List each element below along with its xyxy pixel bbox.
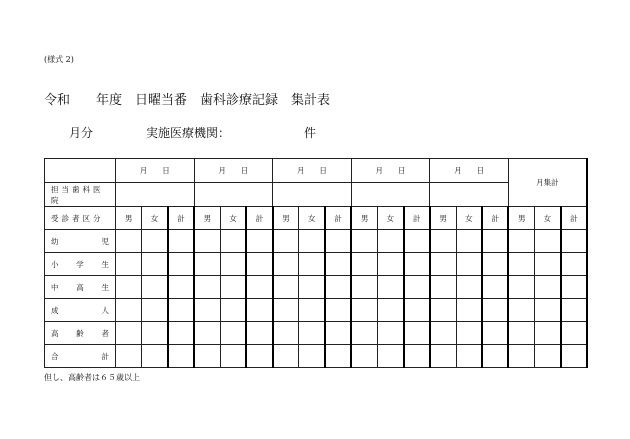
entry-cell[interactable] bbox=[168, 230, 194, 253]
entry-cell[interactable] bbox=[246, 322, 272, 345]
entry-cell[interactable] bbox=[325, 230, 351, 253]
row-label-chars bbox=[51, 259, 109, 270]
corner-cell bbox=[45, 159, 116, 183]
entry-cell[interactable] bbox=[456, 253, 482, 276]
male-header: 男 bbox=[351, 207, 377, 230]
entry-cell[interactable] bbox=[456, 322, 482, 345]
row-label-char: 成 bbox=[51, 305, 59, 315]
row-label-char: 中 bbox=[51, 282, 59, 292]
entry-cell[interactable] bbox=[142, 276, 168, 299]
entry-cell[interactable] bbox=[404, 345, 430, 368]
tally-table bbox=[44, 158, 588, 368]
row-label-char: 計 bbox=[101, 351, 109, 361]
row-label bbox=[45, 322, 116, 345]
entry-cell[interactable] bbox=[142, 230, 168, 253]
entry-cell[interactable] bbox=[325, 299, 351, 322]
entry-cell[interactable] bbox=[325, 276, 351, 299]
entry-cell[interactable] bbox=[220, 345, 246, 368]
date-header-row bbox=[45, 159, 587, 183]
entry-cell[interactable] bbox=[351, 345, 377, 368]
entry-cell[interactable] bbox=[299, 322, 325, 345]
date-header-cell: 月 日 bbox=[273, 159, 352, 183]
entry-cell[interactable] bbox=[142, 322, 168, 345]
date-header-cell: 月 日 bbox=[351, 159, 430, 183]
entry-cell[interactable] bbox=[273, 276, 299, 299]
hospital-name-cell[interactable] bbox=[273, 183, 352, 207]
male-header: 男 bbox=[273, 207, 299, 230]
female-header: 女 bbox=[142, 207, 168, 230]
entry-cell[interactable] bbox=[273, 345, 299, 368]
entry-cell[interactable] bbox=[142, 345, 168, 368]
hospital-name-cell[interactable] bbox=[194, 183, 273, 207]
total-header: 計 bbox=[168, 207, 194, 230]
row-label bbox=[45, 276, 116, 299]
date-header-cell: 月 日 bbox=[116, 159, 195, 183]
month-label: 月分 bbox=[69, 126, 94, 140]
entry-cell[interactable] bbox=[561, 253, 587, 276]
entry-cell[interactable] bbox=[482, 345, 508, 368]
entry-cell[interactable] bbox=[351, 253, 377, 276]
entry-cell[interactable] bbox=[482, 299, 508, 322]
entry-cell[interactable] bbox=[116, 253, 142, 276]
male-header: 男 bbox=[194, 207, 220, 230]
entry-cell[interactable] bbox=[273, 299, 299, 322]
entry-cell[interactable] bbox=[456, 230, 482, 253]
row-label-char: 学 bbox=[76, 259, 84, 269]
male-header: 男 bbox=[116, 207, 142, 230]
female-header: 女 bbox=[220, 207, 246, 230]
entry-cell[interactable] bbox=[377, 276, 403, 299]
entry-cell[interactable] bbox=[561, 345, 587, 368]
entry-cell[interactable] bbox=[430, 299, 456, 322]
entry-cell[interactable] bbox=[299, 299, 325, 322]
entry-cell[interactable] bbox=[168, 299, 194, 322]
entry-cell[interactable] bbox=[430, 276, 456, 299]
entry-cell[interactable] bbox=[456, 299, 482, 322]
entry-cell[interactable] bbox=[299, 253, 325, 276]
entry-cell[interactable] bbox=[325, 345, 351, 368]
male-header: 男 bbox=[430, 207, 456, 230]
total-header: 計 bbox=[404, 207, 430, 230]
row-label-char: 齢 bbox=[76, 328, 84, 338]
row-label bbox=[45, 253, 116, 276]
entry-cell[interactable] bbox=[535, 253, 561, 276]
entry-cell[interactable] bbox=[404, 276, 430, 299]
entry-cell[interactable] bbox=[220, 253, 246, 276]
female-header: 女 bbox=[535, 207, 561, 230]
entry-cell[interactable] bbox=[142, 253, 168, 276]
row-label-char: 幼 bbox=[51, 236, 59, 246]
row-label bbox=[45, 345, 116, 368]
entry-cell[interactable] bbox=[377, 299, 403, 322]
entry-cell[interactable] bbox=[116, 230, 142, 253]
hospital-name-cell[interactable] bbox=[116, 183, 195, 207]
female-header: 女 bbox=[299, 207, 325, 230]
hospital-row bbox=[45, 183, 587, 207]
entry-cell[interactable] bbox=[430, 345, 456, 368]
row-label-char: 高 bbox=[51, 328, 59, 338]
total-header: 計 bbox=[325, 207, 351, 230]
entry-cell[interactable] bbox=[508, 322, 534, 345]
entry-cell[interactable] bbox=[273, 253, 299, 276]
row-label-chars bbox=[51, 282, 109, 293]
entry-cell[interactable] bbox=[561, 230, 587, 253]
row-label-char: 高 bbox=[76, 282, 84, 292]
entry-cell[interactable] bbox=[351, 276, 377, 299]
entry-cell[interactable] bbox=[168, 345, 194, 368]
entry-cell[interactable] bbox=[508, 345, 534, 368]
entry-cell[interactable] bbox=[482, 322, 508, 345]
entry-cell[interactable] bbox=[246, 230, 272, 253]
entry-cell[interactable] bbox=[220, 322, 246, 345]
entry-cell[interactable] bbox=[377, 230, 403, 253]
entry-cell[interactable] bbox=[351, 230, 377, 253]
entry-cell[interactable] bbox=[325, 253, 351, 276]
entry-cell[interactable] bbox=[430, 230, 456, 253]
entry-cell[interactable] bbox=[220, 230, 246, 253]
entry-cell[interactable] bbox=[351, 299, 377, 322]
category-header-row bbox=[45, 207, 587, 230]
entry-cell[interactable] bbox=[194, 276, 220, 299]
entry-cell[interactable] bbox=[116, 322, 142, 345]
form-number: (様式 2) bbox=[44, 55, 74, 64]
entry-cell[interactable] bbox=[482, 276, 508, 299]
page-title: 令和 年度 日曜当番 歯科診療記録 集計表 bbox=[44, 93, 331, 108]
entry-cell[interactable] bbox=[535, 230, 561, 253]
table-row bbox=[45, 230, 587, 253]
entry-cell[interactable] bbox=[482, 253, 508, 276]
entry-cell[interactable] bbox=[404, 230, 430, 253]
category-label bbox=[45, 207, 116, 230]
entry-cell[interactable] bbox=[535, 322, 561, 345]
entry-cell[interactable] bbox=[194, 253, 220, 276]
footnote: 但し、高齢者は６５歳以上 bbox=[44, 373, 140, 382]
entry-cell[interactable] bbox=[246, 253, 272, 276]
row-label-chars bbox=[51, 328, 109, 339]
entry-cell[interactable] bbox=[535, 299, 561, 322]
institution-label: 実施医療機関： bbox=[146, 126, 231, 140]
table-row bbox=[45, 253, 587, 276]
entry-cell[interactable] bbox=[142, 299, 168, 322]
entry-cell[interactable] bbox=[456, 345, 482, 368]
entry-cell[interactable] bbox=[220, 299, 246, 322]
hospital-label bbox=[45, 183, 116, 207]
entry-cell[interactable] bbox=[508, 230, 534, 253]
entry-cell[interactable] bbox=[168, 276, 194, 299]
entry-cell[interactable] bbox=[194, 322, 220, 345]
entry-cell[interactable] bbox=[377, 322, 403, 345]
row-label-char: 生 bbox=[101, 259, 109, 269]
total-header: 計 bbox=[482, 207, 508, 230]
entry-cell[interactable] bbox=[194, 299, 220, 322]
entry-cell[interactable] bbox=[168, 322, 194, 345]
row-label-chars bbox=[51, 305, 109, 316]
entry-cell[interactable] bbox=[220, 276, 246, 299]
entry-cell[interactable] bbox=[430, 322, 456, 345]
entry-cell[interactable] bbox=[194, 345, 220, 368]
entry-cell[interactable] bbox=[325, 322, 351, 345]
entry-cell[interactable] bbox=[456, 276, 482, 299]
row-label-char: 者 bbox=[101, 328, 109, 338]
row-label-char: 人 bbox=[101, 305, 109, 315]
entry-cell[interactable] bbox=[430, 253, 456, 276]
entry-cell[interactable] bbox=[535, 345, 561, 368]
entry-cell[interactable] bbox=[404, 299, 430, 322]
entry-cell[interactable] bbox=[482, 230, 508, 253]
table-row bbox=[45, 276, 587, 299]
date-header-cell: 月 日 bbox=[430, 159, 509, 183]
table-row bbox=[45, 299, 587, 322]
entry-cell[interactable] bbox=[299, 230, 325, 253]
hospital-label-text: 担当歯科医院 bbox=[51, 184, 104, 205]
entry-cell[interactable] bbox=[246, 276, 272, 299]
table-row bbox=[45, 345, 587, 368]
entry-cell[interactable] bbox=[508, 253, 534, 276]
entry-cell[interactable] bbox=[246, 299, 272, 322]
row-label bbox=[45, 230, 116, 253]
entry-cell[interactable] bbox=[404, 322, 430, 345]
entry-cell[interactable] bbox=[168, 253, 194, 276]
entry-cell[interactable] bbox=[377, 253, 403, 276]
total-header: 計 bbox=[561, 207, 587, 230]
entry-cell[interactable] bbox=[273, 322, 299, 345]
entry-cell[interactable] bbox=[561, 299, 587, 322]
entry-cell[interactable] bbox=[351, 322, 377, 345]
female-header: 女 bbox=[377, 207, 403, 230]
entry-cell[interactable] bbox=[404, 253, 430, 276]
entry-cell[interactable] bbox=[116, 299, 142, 322]
date-header-cell: 月 日 bbox=[194, 159, 273, 183]
entry-cell[interactable] bbox=[561, 322, 587, 345]
female-header: 女 bbox=[456, 207, 482, 230]
table-row bbox=[45, 322, 587, 345]
entry-cell[interactable] bbox=[508, 299, 534, 322]
entry-cell[interactable] bbox=[299, 345, 325, 368]
entry-cell[interactable] bbox=[116, 276, 142, 299]
hospital-name-cell[interactable] bbox=[430, 183, 509, 207]
monthly-total-header: 月集計 bbox=[508, 159, 587, 207]
entry-cell[interactable] bbox=[299, 276, 325, 299]
row-label-char: 生 bbox=[101, 282, 109, 292]
row-label-char: 児 bbox=[101, 236, 109, 246]
entry-cell[interactable] bbox=[116, 345, 142, 368]
entry-cell[interactable] bbox=[246, 345, 272, 368]
row-label-chars bbox=[51, 236, 109, 247]
entry-cell[interactable] bbox=[273, 230, 299, 253]
row-label-chars bbox=[51, 351, 109, 362]
category-label-text: 受診者区分 bbox=[51, 213, 104, 223]
entry-cell[interactable] bbox=[535, 276, 561, 299]
count-unit-label: 件 bbox=[304, 126, 317, 140]
hospital-name-cell[interactable] bbox=[351, 183, 430, 207]
male-header: 男 bbox=[508, 207, 534, 230]
row-label bbox=[45, 299, 116, 322]
row-label-char: 合 bbox=[51, 351, 59, 361]
entry-cell[interactable] bbox=[377, 345, 403, 368]
total-header: 計 bbox=[246, 207, 272, 230]
entry-cell[interactable] bbox=[561, 276, 587, 299]
row-label-char: 小 bbox=[51, 259, 59, 269]
entry-cell[interactable] bbox=[508, 276, 534, 299]
entry-cell[interactable] bbox=[194, 230, 220, 253]
